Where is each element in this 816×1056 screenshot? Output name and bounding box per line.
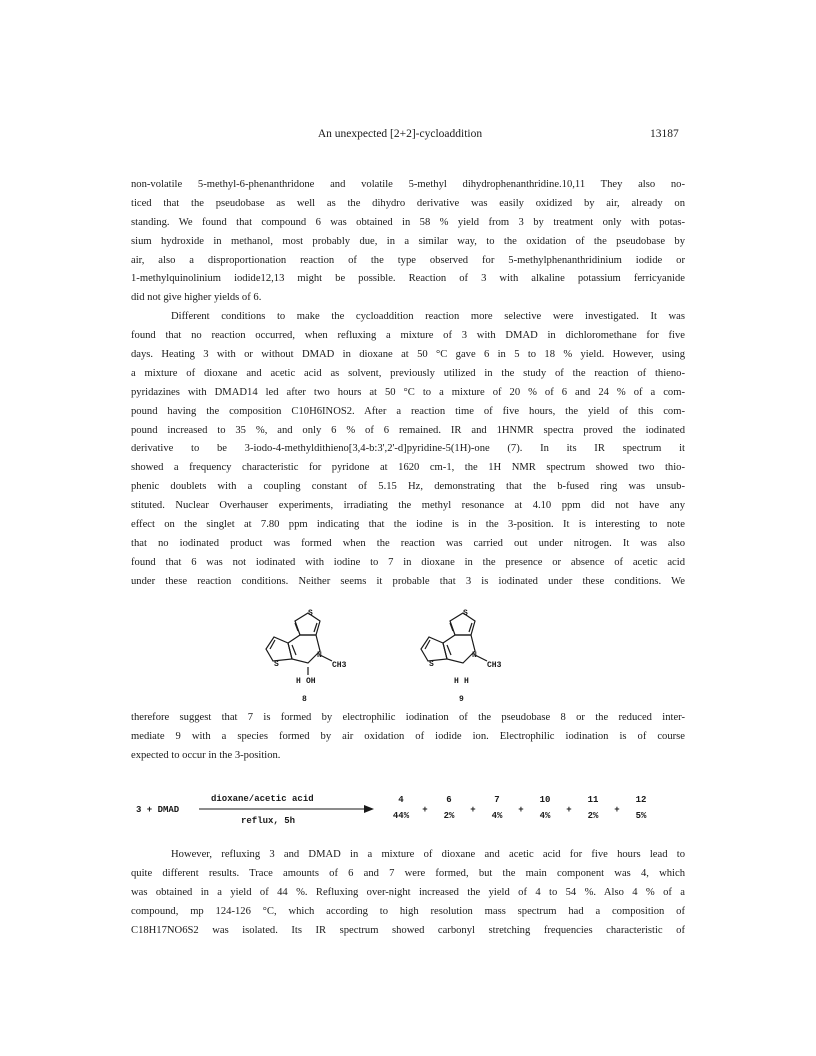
text-line: ticed that the pseudobase as well as the dihydro derivative was easily oxidized by air, already on [131,197,685,209]
text-line: showed a frequency characteristic for pyridone at 1620 cm-1, the 1H NMR spectrum showed two thio- [131,462,685,474]
product-yield-12: 5% [635,811,647,821]
plus-sign: + [422,805,428,815]
thiophene-ring-left [266,637,292,661]
nitrogen-label: N [472,651,477,660]
text-line: phenic doublets with a coupling constant of 5.15 Hz, demonstrating that the b-fused ring was unsub- [131,481,685,493]
body-text-block-3 [131,846,685,940]
text-line: Different conditions to make the cycloaddition reaction more selective were investigated. It was [171,311,685,323]
text-line: therefore suggest that 7 is formed by electrophilic iodination of the pseudobase 8 or the reduced inter- [131,712,685,723]
text-line: sium hydroxide in methanol, most probably due, in a similar way, to the oxidation of the pseudobase by [131,235,685,247]
double-bond [469,623,472,632]
plus-sign: + [518,805,524,815]
text-line: found that no reaction occurred, when refluxing a mixture of 3 with DMAD in dichloromethane for five [131,330,685,342]
sulfur-label: S [274,660,279,669]
methyl-label: CH3 [487,661,502,670]
text-line: However, refluxing 3 and DMAD in a mixture of dioxane and acetic acid for five hours lead to [171,849,685,860]
reactants-label: 3 + DMAD [136,805,180,815]
sulfur-label: S [308,609,313,618]
nitrogen-label: N [317,651,322,660]
conditions-top: dioxane/acetic acid [211,794,314,804]
compound-number-8: 8 [302,695,307,704]
hydrogen-label: H [464,677,469,686]
conditions-bottom: reflux, 5h [241,816,296,826]
text-line: C18H17NO6S2 was isolated. Its IR spectrum showed carbonyl stretching frequencies characteristic of [131,924,685,936]
product-yield-4: 44% [392,811,410,821]
hydrogen-label: H [454,677,459,686]
chemical-structures [240,605,540,710]
double-bond [447,645,451,655]
text-line: compound, mp 124-126 °C, which according to high resolution mass spectrum had a composition of [131,905,685,917]
product-compound-6: 6 [446,795,452,805]
text-line: under these reaction conditions. Neither seems it probable that 3 is iodinated under these conditions. We [131,575,685,587]
body-text-block-2 [131,709,685,766]
pyridine-ring [443,635,475,663]
text-line: non-volatile 5-methyl-6-phenanthridone and volatile 5-methyl dihydrophenanthridine.10,11 They also no- [131,179,685,190]
structure-9 [421,613,487,663]
text-line: derivative to be 3-iodo-4-methyldithieno[3,4-b:3',2'-d]pyridine-5(1H)-one (7). In its IR spectrum it [131,443,685,455]
text-line: did not give higher yields of 6. [131,292,262,304]
plus-sign: + [566,805,572,815]
text-line: 1-methylquinolinium iodide12,13 might be possible. Reaction of 3 with alkaline potassium ferricyanide [131,273,685,285]
product-compound-7: 7 [494,795,500,805]
double-bond [314,623,317,632]
text-line: standing. We found that compound 6 was obtained in 58 % yield from 3 by treatment only with potas- [131,216,685,228]
text-line: effect on the singlet at 7.80 ppm indicating that the iodine is in the 3-position. It is interesting to note [131,519,685,531]
text-line: was obtained in a yield of 44 %. Refluxing over-night increased the yield of 4 to 54 %. Also 4 % of a [131,886,685,898]
product-compound-10: 10 [539,795,551,805]
hydrogen-label: H [296,677,301,686]
product-compound-11: 11 [587,795,599,805]
plus-sign: + [614,805,620,815]
body-text-block-1 [131,176,685,592]
page-number: 13187 [650,128,679,140]
text-line: found that 6 was not iodinated with iodine to 7 in dioxane in the presence or absence of acetic acid [131,556,685,568]
plus-sign: + [470,805,476,815]
running-title: An unexpected [2+2]-cycloaddition [317,128,483,140]
product-yield-6: 2% [443,811,455,821]
methyl-label: CH3 [332,661,347,670]
text-line: pound having the composition C10H6INOS2. After a reaction time of five hours, the yield of this com- [131,405,685,417]
text-line: days. Heating 3 with or without DMAD in dioxane at 50 °C gave 6 in 5 to 18 % yield. However, using [131,349,685,361]
product-compound-4: 4 [398,795,404,805]
text-line: stituted. Nuclear Overhauser experiments, irradiating the methyl resonance at 4.10 ppm did not have any [131,500,685,512]
text-line: quite different results. Trace amounts of 6 and 7 were formed, but the main component was 4, which [131,867,685,879]
double-bond [292,645,296,655]
text-line: a mixture of dioxane and acetic acid as solvent, previously utilized in the study of the reaction of thieno- [131,367,685,379]
pyridine-ring [288,635,320,663]
product-yield-10: 4% [539,811,551,821]
product-yield-11: 2% [587,811,599,821]
text-line: expected to occur in the 3-position. [131,749,281,761]
product-yield-7: 4% [491,811,503,821]
text-line: air, also a disproportionation reaction of the type observed for 5-methylphenanthridinium iodide or [131,254,685,266]
reaction-scheme [131,788,685,828]
sulfur-label: S [463,609,468,618]
text-line: pyridazines with DMAD14 led after two hours at 50 °C to a mixture of 20 % of 6 and 24 % of a com- [131,386,685,398]
product-compound-12: 12 [635,795,647,805]
reaction-arrow-head [364,805,374,813]
text-line: pound increased to 35 %, and only 6 % of 6 remained. IR and 1HNMR spectra proved the iodinated [131,424,685,436]
text-line: that no iodinated product was formed when the reaction was carried out under nitrogen. It was also [131,537,685,549]
sulfur-label: S [429,660,434,669]
hydroxyl-label: OH [306,677,316,686]
thiophene-ring-left [421,637,447,661]
text-line: mediate 9 with a species formed by air oxidation of iodide ion. Electrophilic iodination is of course [131,730,685,742]
compound-number-9: 9 [459,695,464,704]
